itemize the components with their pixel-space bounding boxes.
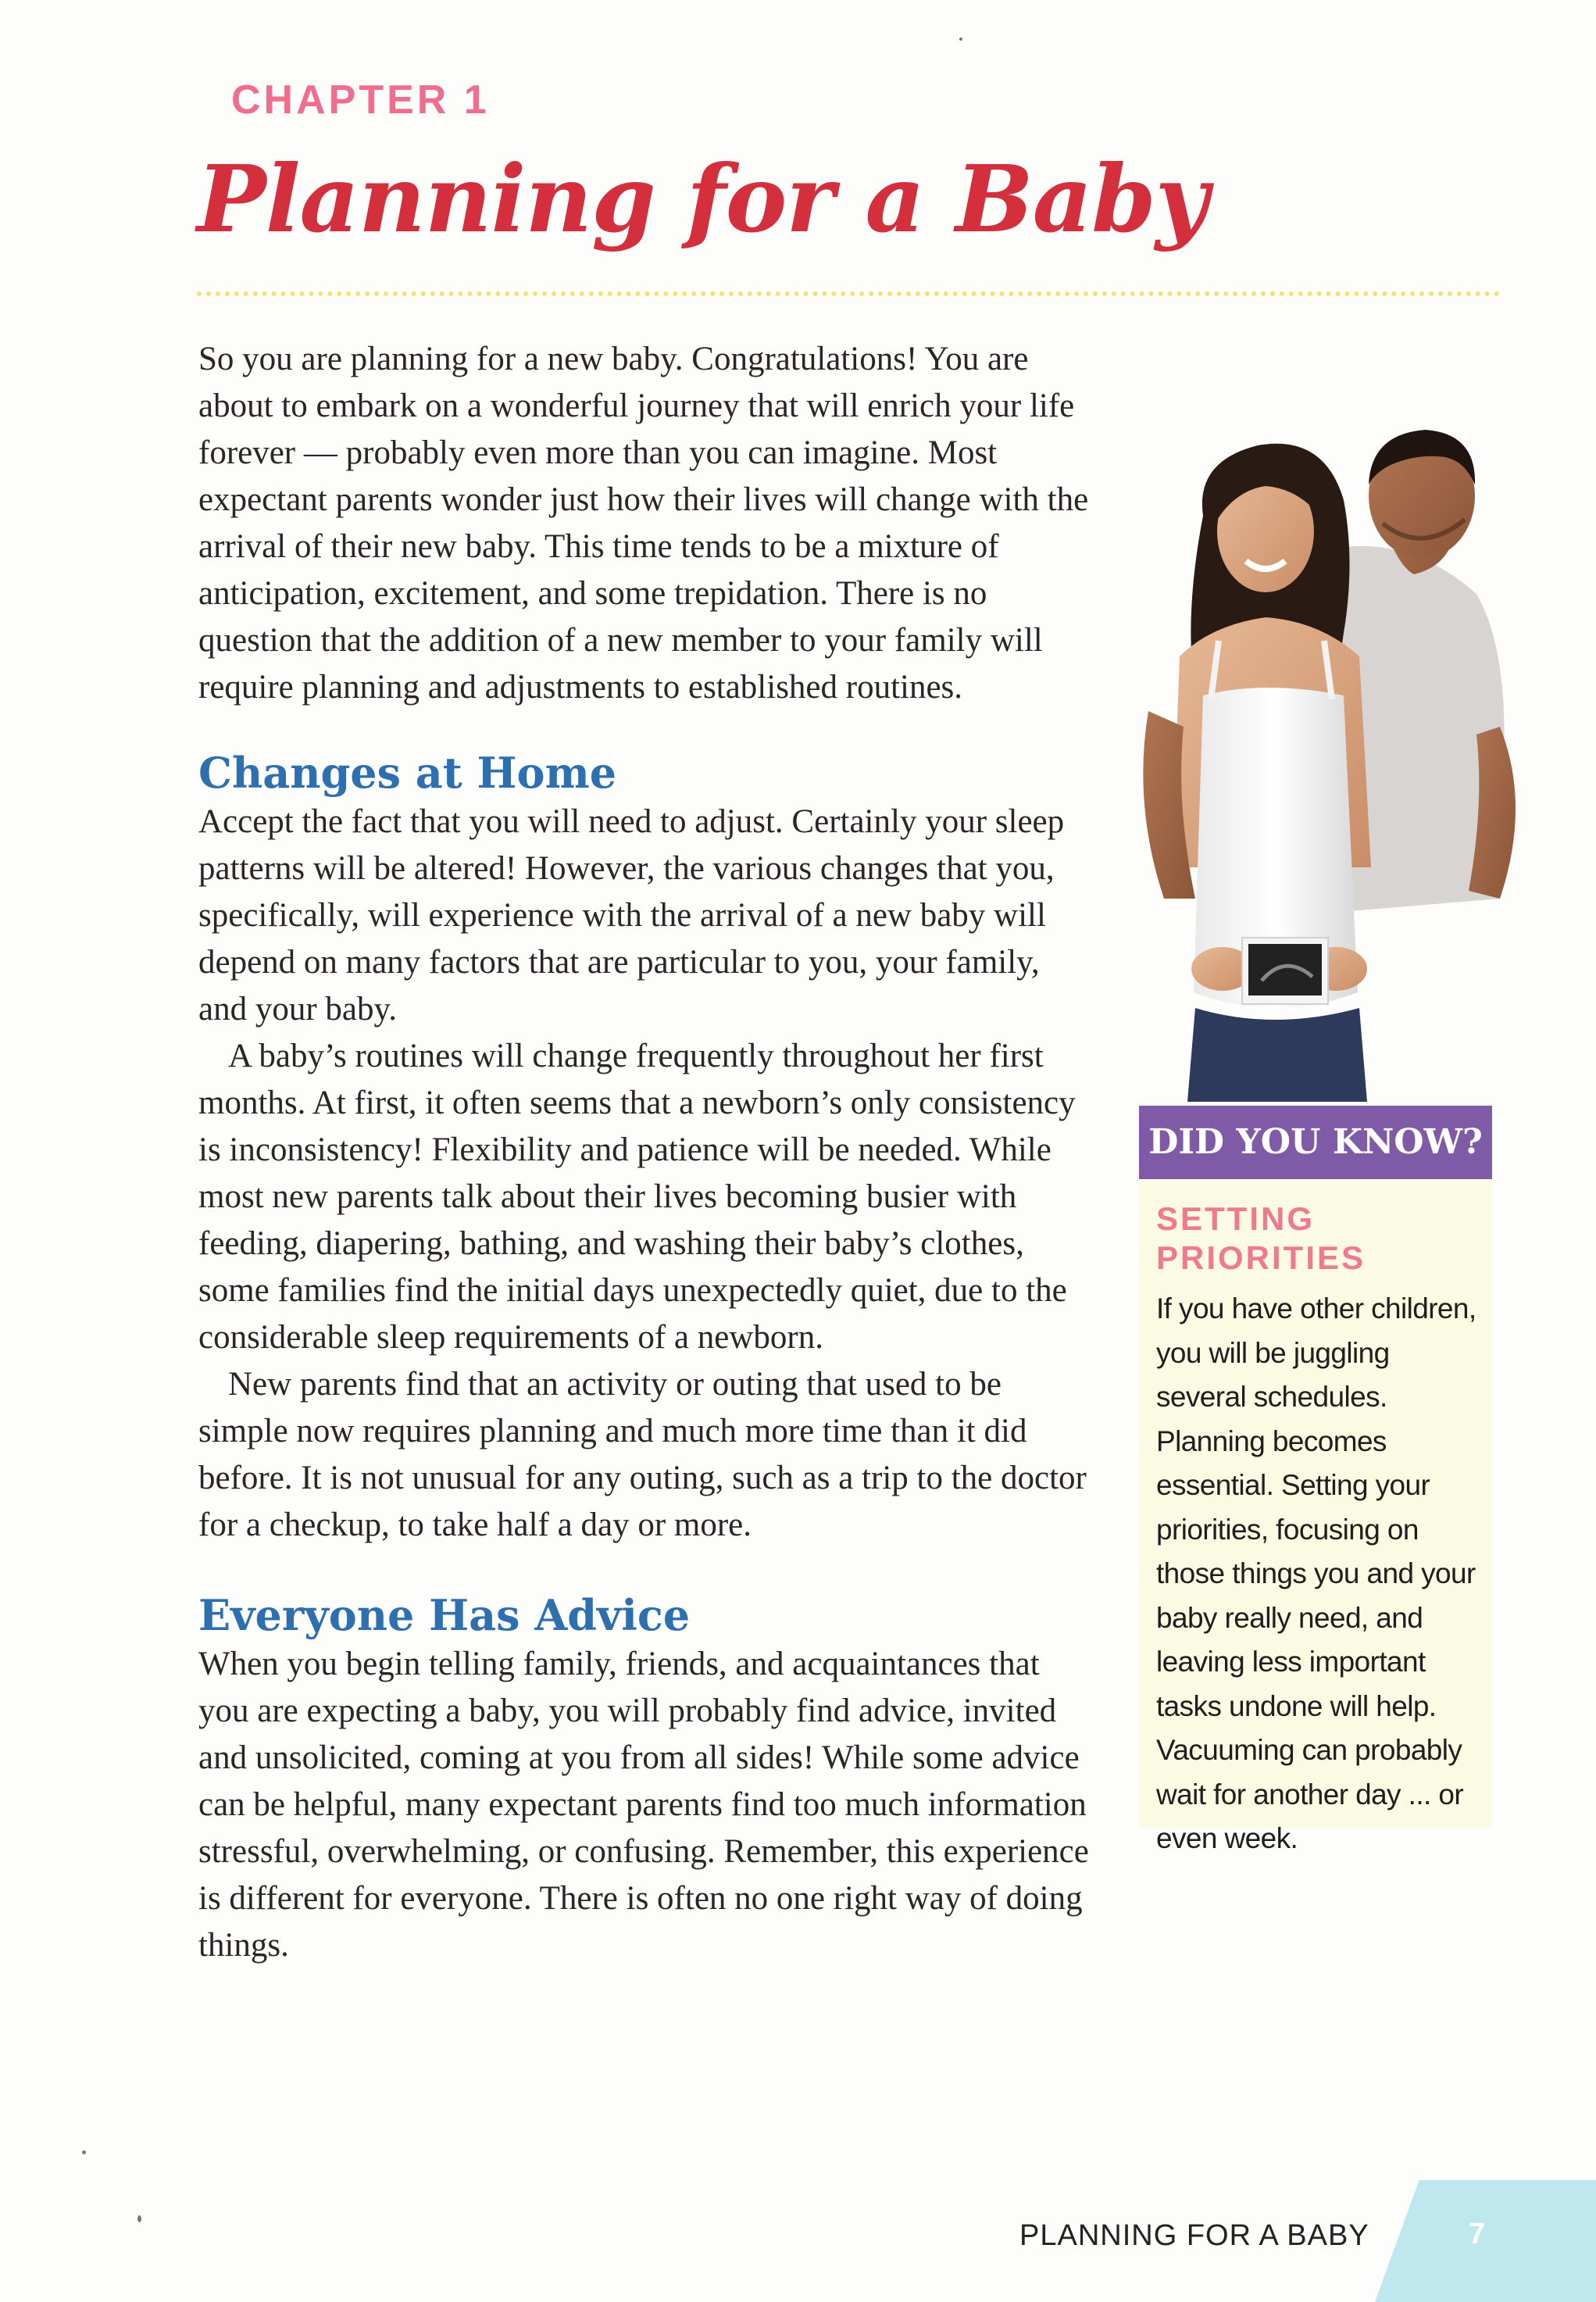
scan-speck (82, 2150, 86, 2154)
scan-speck (137, 2215, 141, 2222)
sidebar-text: If you have other children, you will be juggling several schedules. Planning becomes essential. Setting your priorities, focusing on those things you and your baby really need, and leaving less important tasks undone will help. Vacuuming can probably wait for another day ... or even week. (1156, 1292, 1476, 1854)
body-paragraph: When you begin telling family, friends, and acquaintances that you are expecting a baby, you will probably find advice, invited and unsolicited, coming at you from all sides! While some advice can be helpful, many expectant parents find too much information stressful, overwhelming, or confusing. Remember, this experience is different for everyone. There is often no one right way of doing things. (198, 1646, 1089, 1964)
running-footer-title: PLANNING FOR A BABY (1019, 2219, 1369, 2252)
intro-paragraph: So you are planning for a new baby. Congratulations! You are about to embark on a wonderful journey that will enrich your life forever — probably even more than you can imagine. Most expectant parents wonder just how their lives will change with the arrival of their new baby. This time tends to be a mixture of anticipation, excitement, and some trepidation. There is no question that the addition of a new member to your family will require planning and adjustments to established routines. (198, 341, 1089, 706)
body-paragraph: Accept the fact that you will need to adjust. Certainly your sleep patterns will be altered! However, the various changes that you, specifically, will experience with the arrival of a new baby will depend on many factors that are particular to you, your family, and your baby. (198, 803, 1065, 1028)
chapter-title: Planning for a Baby (197, 145, 1209, 253)
sidebar-header: DID YOU KNOW? (1139, 1106, 1492, 1179)
section-heading-everyone-has-advice: Everyone Has Advice (198, 1590, 691, 1640)
body-paragraph: A baby’s routines will change frequently throughout her first months. At first, it often seems that a newborn’s only consistency is inconsistency! Flexibility and patience will be needed. While most new parents talk about their lives becoming busier with feeding, diapering, bathing, and washing their baby’s clothes, some families find the initial days unexpectedly quiet, due to the considerable sleep requirements of a newborn. (198, 1038, 1076, 1356)
sidebar-title: SETTING PRIORITIES (1156, 1200, 1366, 1276)
couple-photo (1109, 430, 1547, 1102)
section-heading-changes-at-home: Changes at Home (198, 748, 617, 798)
sidebar-box (1139, 1179, 1492, 1854)
page-number: 7 (1469, 2218, 1486, 2250)
body-column (198, 336, 1089, 1969)
title-divider (197, 291, 1500, 296)
scan-speck (959, 38, 962, 41)
body-paragraph: New parents find that an activity or outing that used to be simple now requires planning and much more time than it did before. It is not unusual for any outing, such as a trip to the doctor for a checkup, to take half a day or more. (198, 1366, 1087, 1543)
chapter-label: CHAPTER 1 (231, 77, 490, 123)
page-number-tab (1375, 2180, 1596, 2302)
